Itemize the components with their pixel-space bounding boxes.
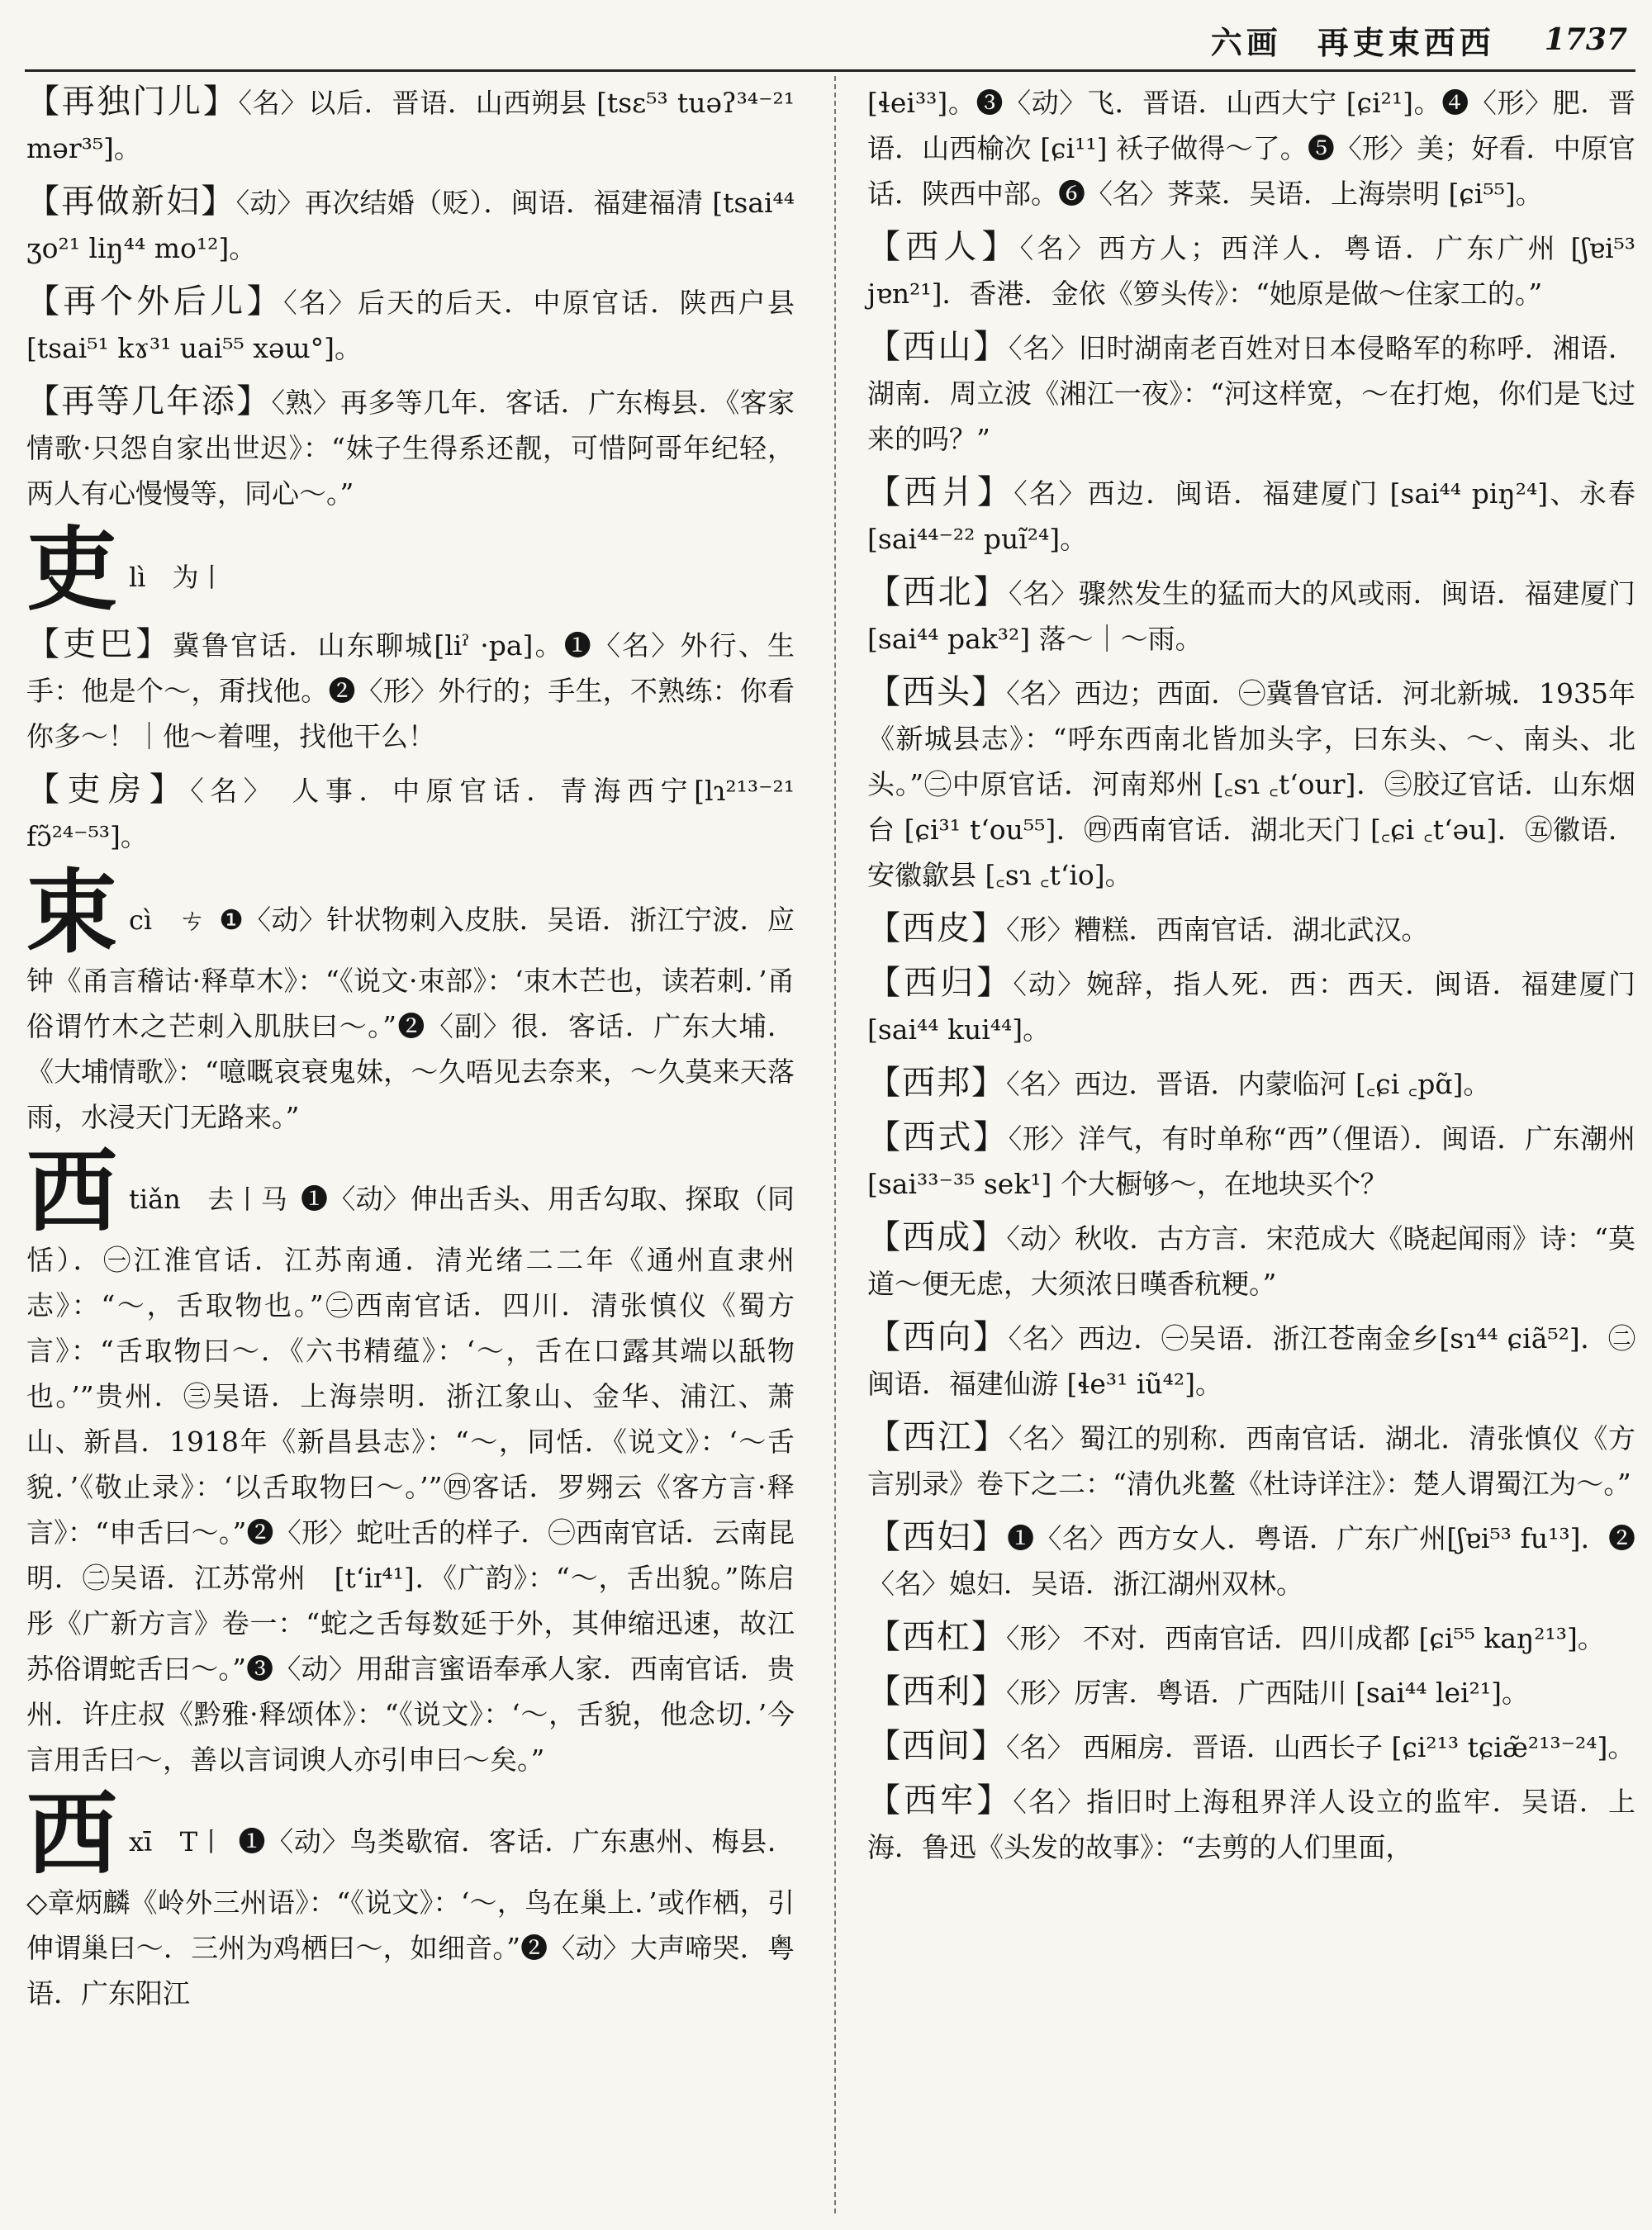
dictionary-entry <box>26 179 795 271</box>
entry-headword: 【吏房】 <box>26 771 191 809</box>
entry-headword: 【再做新妇】 <box>26 183 236 221</box>
entry-definition: 〈形〉厉害．粤语．广西陆川 [sai⁴⁴ lei²¹]。 <box>1006 1677 1529 1709</box>
dictionary-entry <box>867 1060 1635 1107</box>
entry-definition: 〈形〉洋气，有时单称“西”（俚语）．闽语．广东潮州 [sai³³⁻³⁵ sek¹] 个大橱够～，在地块买个？ <box>867 1122 1636 1200</box>
entry-headword: 【再个外后儿】 <box>26 282 284 320</box>
dictionary-entry <box>867 1115 1635 1207</box>
dictionary-entry <box>867 906 1635 952</box>
entry-headword: 【西北】 <box>867 573 1009 611</box>
right-column <box>867 79 1635 1878</box>
dictionary-entry <box>867 1315 1635 1407</box>
entry-headword: 【西式】 <box>867 1118 1009 1156</box>
entry-definition: 〈名〉西方人；西洋人．粤语．广东广州 [ʃɐi⁵³ jɐn²¹]．香港．金依《箩头传》：“她原是做～住家工的。” <box>867 232 1635 310</box>
entry-definition: 〈名〉西边．晋语．内蒙临河 [꜀ɕi ꜀pɑ̃]。 <box>1006 1068 1491 1100</box>
dictionary-entry <box>867 470 1635 562</box>
header-rule <box>25 69 1635 72</box>
pronunciation: lì 为丨 <box>129 562 225 593</box>
entry-definition: 〈熟〉再多等几年．客话．广东梅县．《客家情歌·只怨自家出世迟》：“妹子生得系还靓，可惜阿哥年纪轻，两人有心慢慢等，同心～。” <box>26 387 795 510</box>
entry-definition: 〈名〉 人事．中原官话．青海西宁[lɿ²¹³⁻²¹ fɔ̃²⁴⁻⁵³]。 <box>26 775 795 852</box>
entry-definition: 〈名〉蜀江的别称．西南官话．湖北．清张慎仪《方言别录》卷下之二：“清仇兆鳌《杜诗详注》：楚人谓蜀江为～。” <box>867 1422 1635 1500</box>
dictionary-entry <box>26 279 795 371</box>
dictionary-entry <box>867 1615 1635 1661</box>
entry-definition: 〈名〉西边．闽语．福建厦门 [sai⁴⁴ piŋ²⁴]、永春 [sai⁴⁴⁻²² puĩ²⁴]。 <box>867 477 1635 555</box>
entry-definition: 〈形〉糟糕．西南官话．湖北武汉。 <box>1006 913 1429 946</box>
definition-text: ❶〈动〉伸出舌头、用舌勾取、探取（同恬）．㊀江淮官话．江苏南通．清光绪二二年《通州直隶州志》：“～，舌取物也。”㊁西南官话．四川．清张慎仪《蜀方言》：“舌取物曰～．《六书精蕴》：‘～，舌在口露其端以舐物也。’”贵州．㊂吴语．上海崇明．浙江象山、金华、浦江、萧山、新昌．1918年《新昌县志》：“～，同恬．《说文》：‘～舌貌．’《敬止录》：‘以舌取物曰～。’”㊃客话．罗翙云《客方言·释言》：“申舌曰～。”❷〈形〉蛇吐舌的样子．㊀西南官话．云南昆明．㊁吴语．江苏常州 [t‘iɪ⁴¹]．《广韵》：“～，舌出貌。”陈启彤《广新方言》卷一：“蛇之舌每数延于外，其伸缩迅速，故江苏俗谓蛇舌曰～。”❸〈动〉用甜言蜜语奉承人家．西南官话．贵州．许庄叔《黔雅·释颂体》：“《说文》：‘～，舌貌，他念切．’今言用舌曰～，善以言词谀人亦引申曰～矣。” <box>26 1183 795 1776</box>
entry-definition: 〈动〉秋收．古方言．宋范成大《晓起闻雨》诗：“莫道～便无虑，大须浓日暵香秔粳。” <box>867 1222 1635 1300</box>
entry-headword: 【西间】 <box>867 1727 1006 1765</box>
dictionary-entry <box>867 225 1635 316</box>
dictionary-entry <box>26 622 795 759</box>
character-entry <box>26 859 795 1140</box>
definition-text: ❶〈动〉针状物刺入皮肤．吴语．浙江宁波．应钟《甬言稽诂·释草木》：“《说文·朿部》：‘朿木芒也，读若刺．’甬俗谓竹木之芒刺入肌肤曰～。”❷〈副〉很．客话．广东大埔．《大埔情歌》：“噫嘅哀衰鬼妹，～久唔见去奈来，～久莫来天落雨，水浸天门无路来。” <box>26 904 795 1133</box>
headword-character: 西 <box>26 1781 117 1887</box>
entry-headword: 【西成】 <box>867 1218 1007 1256</box>
page-header <box>1074 15 1627 64</box>
entry-headword: 【西爿】 <box>867 473 1014 511</box>
entry-definition: 〈名〉西边．㊀吴语．浙江苍南金乡[sɿ⁴⁴ ɕiã⁵²]．㊁闽语．福建仙游 [ɬe³¹ iũ⁴²]。 <box>867 1322 1636 1400</box>
dictionary-entry <box>867 1215 1635 1307</box>
entry-definition: [ɬei³³]。❸〈动〉飞．晋语．山西大宁 [ɕi²¹]。❹〈形〉肥．晋语．山西榆次 [ɕi¹¹] 袄子做得～了。❺〈形〉美；好看．中原官话．陕西中部。❻〈名〉荠菜．吴语．上海崇明 [ɕi⁵⁵]。 <box>867 87 1635 210</box>
headword-character: 束 <box>26 859 117 966</box>
character-entry <box>26 516 795 623</box>
entry-headword: 【西向】 <box>867 1318 1009 1356</box>
dictionary-entry <box>867 1669 1635 1715</box>
pronunciation: cì ㄘ <box>129 904 206 936</box>
entry-definition: 〈名〉西边；西面．㊀冀鲁官话．河北新城．1935年《新城县志》：“呼东西南北皆加头字，曰东头、～、南头、北头。”㊁中原官话．河南郑州 [꜀sɿ ꜀t‘our]．㊂胶辽官话．山东烟台 [ɕi³¹ t‘ou⁵⁵]．㊃西南官话．湖北天门 [꜀ɕi ꜀t‘əu]．㊄徽语．安徽歙县 [꜀sɿ ꜀t‘io]。 <box>867 677 1636 891</box>
entry-headword: 【西杠】 <box>867 1618 1006 1656</box>
entry-definition: 〈名〉以后．晋语．山西朔县 [tsɛ⁵³ tuəʔ³⁴⁻²¹ mər³⁵]。 <box>26 87 795 164</box>
dictionary-entry <box>867 1515 1635 1606</box>
entry-headword: 【西归】 <box>867 964 1014 1002</box>
dictionary-entry <box>26 79 795 171</box>
entry-definition: 冀鲁官话．山东聊城[liˀ ·pa]。❶〈名〉外行、生手：他是个～，甭找他。❷〈形〉外行的；手生，不熟练：你看你多～！｜他～着哩，找他干么！ <box>26 629 795 752</box>
dictionary-entry <box>867 1778 1635 1870</box>
dictionary-entry <box>867 79 1635 216</box>
dictionary-entry <box>867 961 1635 1052</box>
entry-definition: 〈名〉旧时湖南老百姓对日本侵略军的称呼．湘语．湖南．周立波《湘江一夜》：“河这样宽，～在打炮，你们是飞过来的吗？” <box>867 332 1635 455</box>
dictionary-entry <box>867 1724 1635 1770</box>
pronunciation: xī T丨 <box>129 1826 225 1858</box>
dictionary-entry <box>26 379 795 516</box>
dictionary-entry <box>867 325 1635 462</box>
headword-character: 吏 <box>26 516 117 623</box>
entry-headword: 【西皮】 <box>867 909 1006 947</box>
pronunciation: tiǎn 去丨马 <box>129 1184 287 1215</box>
entry-headword: 【吏巴】 <box>26 625 173 663</box>
character-entry <box>26 1138 795 1782</box>
entry-headword: 【西邦】 <box>867 1064 1006 1102</box>
section-title: 六画 再吏束西西 <box>1210 23 1495 61</box>
character-entry <box>26 1781 795 2016</box>
entry-headword: 【西头】 <box>867 673 1007 711</box>
dictionary-entry <box>867 1415 1635 1506</box>
entry-headword: 【西山】 <box>867 328 1009 366</box>
entry-definition: 〈动〉再次结婚（贬）．闽语．福建福清 [tsai⁴⁴ ʒo²¹ liŋ⁴⁴ mo¹²]。 <box>26 187 795 264</box>
entry-headword: 【西人】 <box>867 228 1020 266</box>
entry-definition: 〈名〉指旧时上海租界洋人设立的监牢．吴语．上海．鲁迅《头发的故事》：“去剪的人们里面， <box>867 1786 1636 1863</box>
headword-character: 西 <box>26 1138 117 1245</box>
entry-headword: 【西利】 <box>867 1672 1006 1710</box>
entry-definition: 〈名〉后天的后天．中原官话．陕西户县 [tsai⁵¹ kɤ³¹ uai⁵⁵ xəɯ°]。 <box>26 287 795 364</box>
dictionary-entry <box>26 767 795 859</box>
column-divider <box>834 76 836 2213</box>
entry-headword: 【再等几年添】 <box>26 382 272 420</box>
entry-definition: 〈名〉骤然发生的猛而大的风或雨．闽语．福建厦门 [sai⁴⁴ pak³²] 落～｜～雨。 <box>867 577 1635 655</box>
entry-definition: 〈形〉 不对．西南官话．四川成都 [ɕi⁵⁵ kaŋ²¹³]。 <box>1006 1622 1605 1654</box>
definition-text: ❶〈动〉鸟类歇宿．客话．广东惠州、梅县．◇章炳麟《岭外三州语》：“《说文》：‘～，鸟在巢上．’或作栖，引伸谓巢曰～．三州为鸡栖曰～，如细音。”❷〈动〉大声啼哭．粤语．广东阳江 <box>26 1825 795 2009</box>
entry-headword: 【再独门儿】 <box>26 83 239 121</box>
entry-headword: 【西妇】 <box>867 1518 1008 1556</box>
entry-definition: 〈名〉 西厢房．晋语．山西长子 [ɕi²¹³ tɕiæ̃²¹³⁻²⁴]。 <box>1006 1731 1635 1763</box>
left-column <box>26 79 795 2023</box>
entry-definition: 〈动〉婉辞，指人死．西：西天．闽语．福建厦门 [sai⁴⁴ kui⁴⁴]。 <box>867 968 1636 1046</box>
dictionary-entry <box>867 670 1635 898</box>
entry-headword: 【西江】 <box>867 1418 1009 1456</box>
entry-definition: ❶〈名〉西方女人．粤语．广东广州[ʃɐi⁵³ fu¹³]．❷〈名〉媳妇．吴语．浙江湖州双林。 <box>867 1522 1635 1600</box>
dictionary-entry <box>867 570 1635 662</box>
entry-headword: 【西牢】 <box>867 1782 1014 1820</box>
page-number: 1737 <box>1544 22 1627 57</box>
